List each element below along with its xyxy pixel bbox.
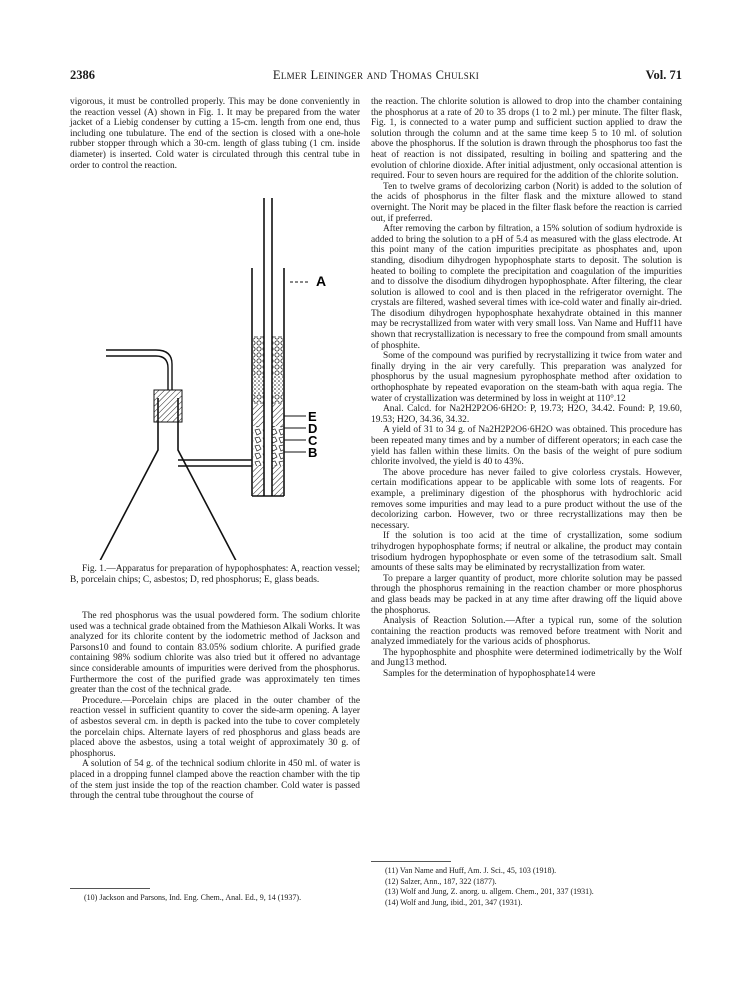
left-column-bottom [70, 611, 360, 802]
paragraph: Anal. Calcd. for Na2H2P2O6·6H2O: P, 19.73; H2O, 34.42. Found: P, 19.60, 19.53; H2O, 34.36, 34.32. [371, 404, 682, 425]
footnote: (13) Wolf and Jung, Z. anorg. u. allgem. Chem., 201, 337 (1931). [385, 887, 594, 897]
footnote: (12) Salzer, Ann., 187, 322 (1877). [385, 876, 497, 886]
label-a: A [316, 273, 327, 289]
filter-flask [92, 350, 244, 560]
paragraph: Ten to twelve grams of decolorizing carbon (Norit) is added to the solution of the acids of phosphorus in the filter flask and the mixture allowed to stand overnight. The Norit may be placed in the filter flask before the reaction is carried out, if preferred. [371, 181, 682, 224]
right-column [371, 97, 682, 680]
paragraph: Some of the compound was purified by recrystallizing it twice from water and finally drying in the air very carefully. This preparation was analyzed for phosphorus by the usual magnesium pyrophosphate method after oxidation to orthophosphate by repeated evaporation on the steam-bath with aqua regia. The water of crystallization was determined by loss in weight at 110°.12 [371, 351, 682, 404]
paragraph: The above procedure has never failed to give colorless crystals. However, certain modifications appear to be applicable with some lots of reagents. For example, a preliminary digestion of the phosphorus with hydrochloric acid removes some impurities and may lead to a pure product without the use of the decolorizing carbon. However, two or three recrystallizations may then be necessary. [371, 467, 682, 531]
paragraph: Procedure.—Porcelain chips are placed in the outer chamber of the reaction vessel in sufficient quantity to cover the side-arm opening. A layer of asbestos several cm. in depth is packed into the tube to cover completely the porcelain chips. Alternate layers of red phosphorus and glass beads are placed above the asbestos, using a total weight of approximately 30 g. of phosphorus. [70, 695, 360, 759]
running-authors: Elmer Leininger and Thomas Chulski [272, 68, 480, 82]
paragraph: vigorous, it must be controlled properly. This may be done conveniently in the reaction vessel (A) shown in Fig. 1. It may be prepared from the water jacket of a Liebig condenser by cutting a 15-cm. length from one end, thus including one tubulature. The end of the section is closed with a one-hole rubber stopper through which a 30-cm. length of glass tubing (1 cm. inside diameter) is inserted. Cold water is circulated through this central tube in order to control the reaction. [70, 97, 360, 171]
paragraph: The red phosphorus was the usual powdered form. The sodium chlorite used was a technical grade obtained from the Mathieson Alkali Works. It was analyzed for its chlorite content by the iodometric method of Jackson and Parsons10 and found to contain 83.05% sodium chlorite. A purified grade containing 98% sodium chlorite was also tried but it offered no advantage since considerable amounts of impurities were derived from the phosphorus. Furthermore the cost of the purified grade was approximately ten times greater than the cost of the technical grade. [70, 611, 360, 696]
paragraph: the reaction. The chlorite solution is allowed to drop into the chamber containing the phosphorus at a rate of 20 to 35 drops (1 to 2 ml.) per minute. The filter flask, Fig. 1, is connected to a water pump and sufficient suction applied to draw the solution through the column and at the same time keep 5 to 10 ml. of solution above the phosphorus. If the solution is drawn through the phosphorus too fast the heat of reaction is not dissipated, resulting in boiling and spattering and the evolution of chlorine dioxide. After initial adjustment, only occasional attention is required. Four to seven hours are required for the addition of the chlorite solution. [371, 97, 682, 182]
footnote-rule [70, 888, 150, 889]
footnotes-left [70, 882, 360, 904]
paragraph: To prepare a larger quantity of product, more chlorite solution may be passed through the phosphorus remaining in the reaction chamber or more phosphorus and glass beads may be packed in at any time after drawing off the liquid above the phosphorus. [371, 573, 682, 616]
footnotes-right [371, 855, 682, 908]
left-column-top [70, 97, 360, 171]
figure-labels [284, 273, 326, 460]
label-d: D [308, 421, 318, 436]
paragraph: Samples for the determination of hypophosphate14 were [383, 669, 596, 680]
figure-caption [70, 564, 360, 586]
paragraph: After removing the carbon by filtration, a 15% solution of sodium hydroxide is added to bring the solution to a pH of 5.4 as measured with the glass electrode. At this point many of the cation impurities precipitate as phosphates and, upon standing, disodium dihydrogen hypophosphate starts to deposit. The solution is heated to boiling to complete the precipitation and coagulation of the impurities and to dissolve the disodium dihydrogen hypophosphate. After filtering, the clear solution is allowed to cool and is then placed in the refrigerator overnight. The crystals are filtered, washed several times with ice-cold water and finally air-dried. The disodium dihydrogen hypophosphate hexahydrate obtained in this manner may be recrystallized from water with very small loss. Van Name and Huff11 have shown that recrystallization is necessary to free the compound from small amounts of phosphite. [371, 224, 682, 351]
footnote-rule [371, 861, 451, 862]
paragraph: Analysis of Reaction Solution.—After a typical run, some of the solution containing the reaction products was removed before treatment with Norit and analyzed immediately for the various acids of phosphorus. [371, 616, 682, 648]
footnote: (11) Van Name and Huff, Am. J. Sci., 45, 103 (1918). [385, 866, 557, 875]
caption-text: Fig. 1.—Apparatus for preparation of hypophosphates: A, reaction vessel; B, porcelain chips; C, asbestos; D, red phosphorus; E, glass beads. [70, 564, 360, 585]
volume-label: Vol. 71 [645, 68, 682, 82]
page-number: 2386 [70, 68, 95, 82]
reaction-vessel [252, 268, 284, 496]
central-tube [264, 198, 272, 496]
paragraph: A solution of 54 g. of the technical sodium chlorite in 450 ml. of water is placed in a dropping funnel clamped above the reaction chamber with the tip of the stem just inside the top of the reaction chamber. Cold water is passed through the central tube throughout the course of [70, 759, 360, 802]
side-arm [210, 460, 252, 466]
paragraph: The hypophosphite and phosphite were determined iodimetrically by the Wolf and Jung13 method. [371, 647, 682, 669]
footnote: (10) Jackson and Parsons, Ind. Eng. Chem., Anal. Ed., 9, 14 (1937). [84, 893, 302, 902]
label-e: E [308, 409, 317, 424]
paragraph: If the solution is too acid at the time of crystallization, some sodium trihydrogen hypophosphate forms; if neutral or alkaline, the product may contain trisodium hydrogen hypophosphate or even some of the tetrasodium salt. Small amounts of these salts may be eliminated by recrystallization from water. [371, 531, 682, 574]
apparatus-drawing [70, 196, 360, 560]
label-c: C [308, 433, 318, 448]
running-header [70, 68, 682, 84]
footnote: (14) Wolf and Jung, ibid., 201, 347 (1931). [385, 897, 523, 907]
apparatus-figure [70, 196, 360, 560]
label-b: B [308, 445, 318, 460]
paragraph: A yield of 31 to 34 g. of Na2H2P2O6·6H2O was obtained. This procedure has been repeated many times and by a number of different operators; in each case the yield has fallen within these limits. On the basis of the weight of pure sodium chlorite involved, the yield is 40 to 43%. [371, 425, 682, 468]
